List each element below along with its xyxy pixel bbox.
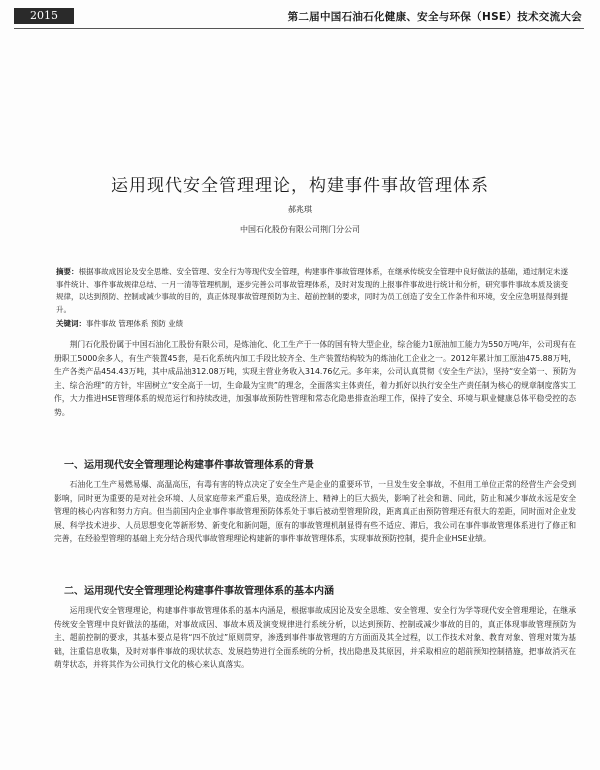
section-1-heading: 一、运用现代安全管理理论构建事件事故管理体系的背景 (64, 460, 314, 471)
running-header (14, 6, 584, 29)
abstract (56, 266, 568, 316)
section-2-heading: 二、运用现代安全管理理论构建事件事故管理体系的基本内涵 (64, 586, 334, 597)
conference-title: 第二届中国石油石化健康、安全与环保（HSE）技术交流大会 (287, 11, 582, 23)
author-name: 郝兆琪 (288, 205, 312, 214)
section-1-text: 石油化工生产易燃易爆、高温高压，有毒有害的特点决定了安全生产是企业的重要环节，一旦发生安全事故，不但用工单位正常的经营生产会受到影响，同时更为重要的是对社会环境、人员家庭带来严重后果，造成经济上、精神上的巨大损失，影响了社会和谐、同此，防止和减少事故永远是安全管理的核心内容和努力方向。但当前国内企业事件事故管理预防体系处于事后被动型管理阶段，距离真正由预防管理还有很大的差距，同时面对企业发展、科学技术进步、人员思想变化等新形势、新变化和新问题，原有的事故管理机制显得有些不适应、滞后，我公司在事件事故管理体系进行了修正和完善，在经验型管理的基础上充分结合现代事故管理理论构建新的事件事故管理体系，实现事故预防控制，提升企业HSE业绩。 (54, 480, 576, 544)
author-affiliation: 中国石化股份有限公司荆门分公司 (240, 225, 360, 234)
keywords-text: 事件事故 管理体系 预防 业绩 (86, 319, 184, 328)
keywords (56, 318, 568, 330)
keywords-label: 关键词： (56, 319, 86, 328)
year-badge: 2015 (14, 8, 74, 24)
paper-title: 运用现代安全管理理论，构建事件事故管理体系 (111, 176, 489, 197)
abstract-label: 摘要： (56, 267, 79, 276)
abstract-text: 根据事故成因论及安全思维、安全管理、安全行为等现代安全管理，构建事件事故管理体系，在继承传统安全管理中良好做法的基础，通过制定未遂事件统计、事件事故规律总结、一月一清等管理机制，逐步完善公司事故管理体系，及时对发现的上报事件事故进行统计和分析，研究事件事故本质及演变规律，以达到预防、控制或减少事故的目的，真正体现事故管理预防为主、超前控制的要求，同时为员工创造了安全工作条件和环境，安全应急明显得到提升。 (56, 267, 569, 314)
intro-paragraph: 荆门石化股份属于中国石油化工股份有限公司，是炼油化、化工生产于一体的国有特大型企业，综合能力1原油加工能力为550万吨/年，公司现有在册职工5000余多人，有生产装置45套，是石化系统内加工手段比较齐全、生产装置结构较为的炼油化工企业之一。2012年累计加工原油475.88万吨，生产各类产品454.43万吨，其中成品油312.08万吨，实现主营业务收入314.76亿元。多年来，公司认真贯彻《安全生产法》，坚持“安全第一、预防为主、综合治理”的方针，牢固树立“安全高于一切，生命最为宝贵”的理念，全面落实主体责任，着力抓好以执行安全生产责任制为核心的规章制度落实工作，大力推进HSE管理体系的规范运行和持续改进，加强事故预防性管理和常态化隐患排查治理工作，保持了安全、环境与职业健康总体平稳受控的态势。 (54, 340, 576, 417)
section-2-text: 运用现代安全管理理论，构建事件事故管理体系的基本内涵是，根据事故成因论及安全思维、安全管理、安全行为学等现代安全管理理论，在继承传统安全管理中良好做法的基础，对事故成因、事故本质及演变规律进行系统分析，以达到预防、控制或减少事故的目的，真正体现事故管理预防为主、超前控制的要求，其基本要点是将“四不放过”原则贯穿，渗透到事件事故管理的方方面面及其全过程，以工作技术对象、教育对象、管理对策为基础，注重信息收集，及时对事件事故的现状状态、发展趋势进行全面系统的分析，找出隐患及其原因，并采取相应的超前预知控制措施，把事故消灭在萌芽状态，并将其作为公司执行文化的核心来认真落实。 (54, 606, 576, 670)
